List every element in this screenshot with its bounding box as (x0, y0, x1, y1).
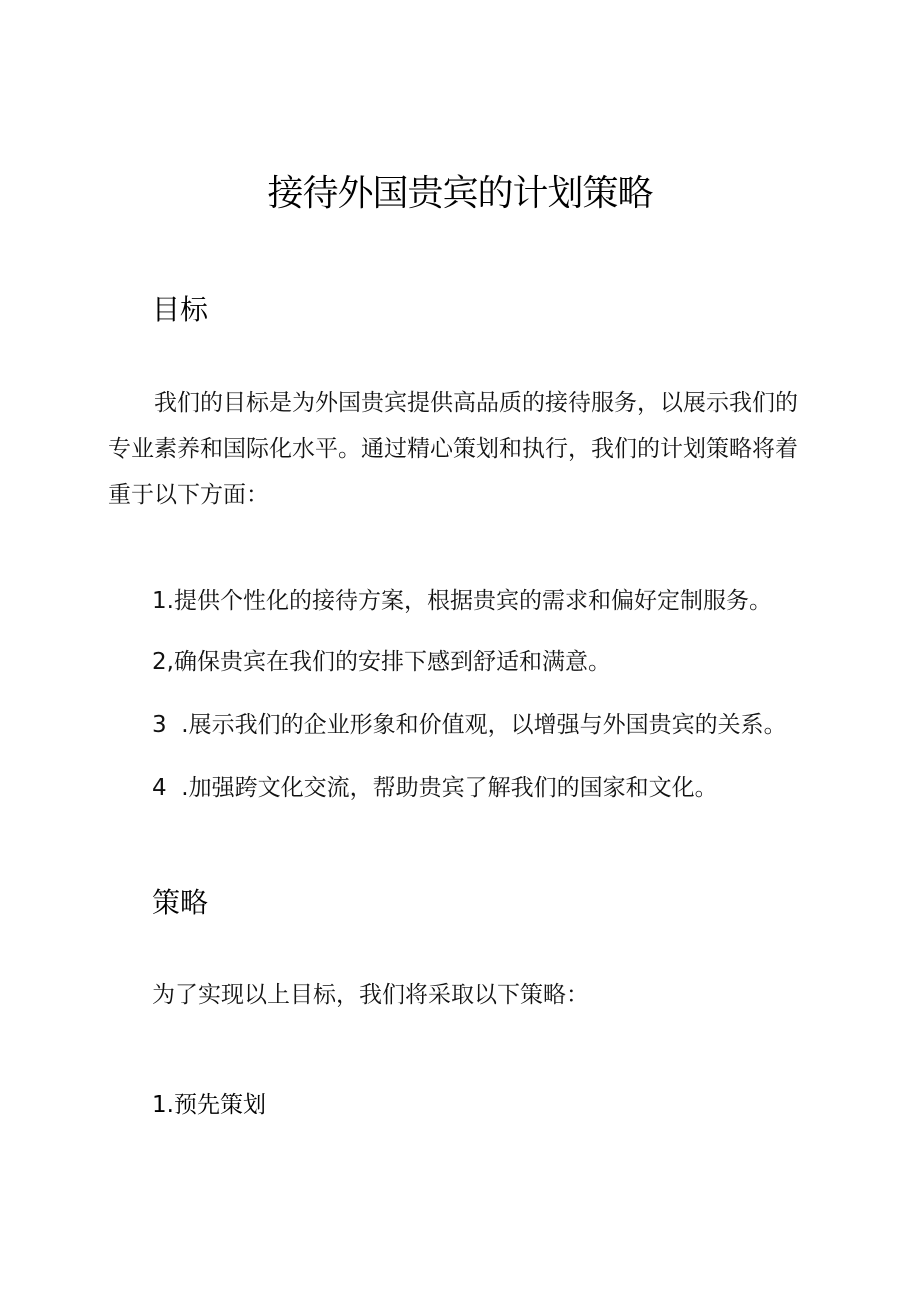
section-heading-strategy: 策略 (152, 886, 209, 919)
goal-list-item (152, 645, 611, 679)
goal-list-item (152, 708, 787, 742)
strategy-intro: 为了实现以上目标，我们将采取以下策略： (152, 982, 589, 1008)
list-item-number: 1. (152, 588, 174, 614)
list-item-number: 4 . (152, 775, 189, 801)
section-heading-goal: 目标 (152, 293, 209, 326)
strategy-subheading: 1.预先策划 (152, 1092, 266, 1118)
document-title: 接待外国贵宾的计划策略 (267, 173, 653, 214)
list-item-number: 3 . (152, 712, 189, 738)
goal-paragraph-line: 我们的目标是为外国贵宾提供高品质的接待服务，以展示我们的 (154, 390, 798, 416)
list-item-text: 加强跨文化交流，帮助贵宾了解我们的国家和文化。 (188, 775, 718, 801)
goal-paragraph-line: 专业素养和国际化水平。通过精心策划和执行，我们的计划策略将着 (108, 436, 798, 462)
goal-paragraph-line: 重于以下方面： (108, 482, 269, 508)
goal-list-item (152, 584, 772, 618)
goal-paragraph (108, 380, 808, 518)
goal-list-item (152, 771, 718, 805)
list-item-text: 展示我们的企业形象和价值观，以增强与外国贵宾的关系。 (188, 712, 787, 738)
list-item-number: 2, (152, 649, 174, 675)
list-item-text: 提供个性化的接待方案，根据贵宾的需求和偏好定制服务。 (173, 588, 772, 614)
list-item-text: 确保贵宾在我们的安排下感到舒适和满意。 (173, 649, 611, 675)
